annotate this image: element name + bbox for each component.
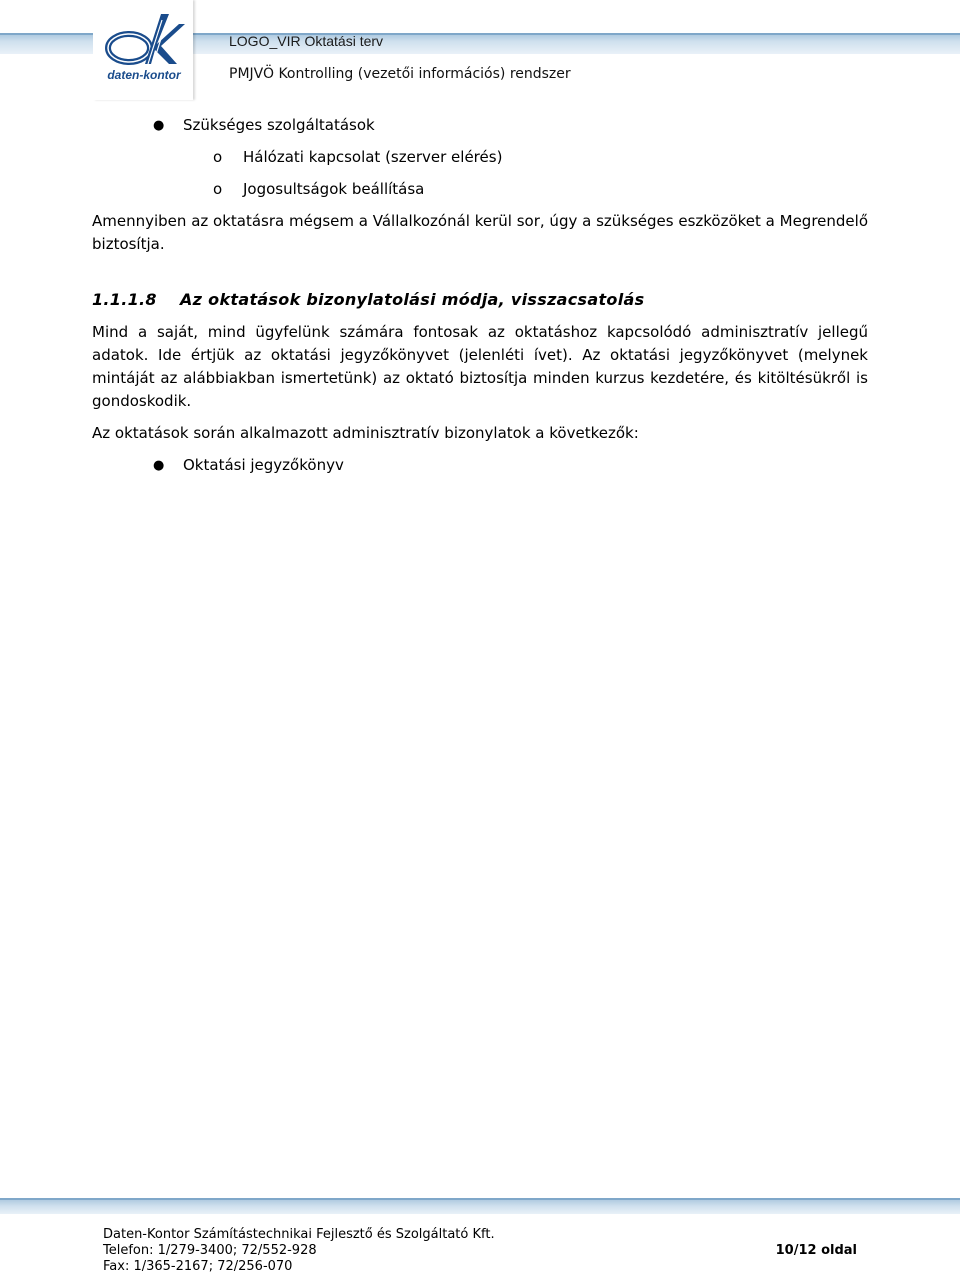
document-subtitle: PMJVÖ Kontrolling (vezetői információs) rendszer <box>229 66 571 82</box>
footer-phone: Telefon: 1/279-3400; 72/552-928 <box>103 1243 317 1258</box>
footer-fax: Fax: 1/365-2167; 72/256-070 <box>103 1259 293 1274</box>
paragraph: Amennyiben az oktatásra mégsem a Vállalkozónál kerül sor, úgy a szükséges eszközöket a Megrendelő biztosítja. <box>92 212 868 253</box>
section-heading <box>92 290 644 309</box>
list-item: Oktatási jegyzőkönyv <box>183 456 344 474</box>
sub-list-item: Hálózati kapcsolat (szerver elérés) <box>243 148 503 166</box>
section-number: 1.1.1.8 <box>92 290 157 309</box>
page-number: 10/12 oldal <box>775 1243 857 1258</box>
list-item: Szükséges szolgáltatások <box>183 116 375 134</box>
logo-text: daten-kontor <box>107 68 181 82</box>
footer-rule <box>0 1198 960 1200</box>
paragraph: Az oktatások során alkalmazott adminisztratív bizonylatok a következők: <box>92 424 639 442</box>
document-title: LOGO_VIR Oktatási terv <box>229 33 384 49</box>
sub-list-item: Jogosultságok beállítása <box>243 180 425 198</box>
paragraph: Mind a saját, mind ügyfelünk számára fontosak az oktatáshoz kapcsolódó adminisztratív jellegű adatok. Ide értjük az oktatási jegyzőkönyvet (jelenléti ívet). Az oktatási jegyzőkönyvet (melynek mintáját az alábbiakban ismertetünk) az oktató biztosítja minden kurzus kezdetére, és kitöltésükről is gondoskodik. <box>92 323 868 410</box>
footer-company: Daten-Kontor Számítástechnikai Fejlesztő és Szolgáltató Kft. <box>103 1227 495 1242</box>
bullet-icon: ● <box>153 118 165 133</box>
logo-mark-icon <box>101 10 185 70</box>
company-logo <box>93 0 193 100</box>
footer-band <box>0 1198 960 1214</box>
bullet-icon: ● <box>153 458 165 473</box>
sub-bullet-icon: o <box>213 148 223 166</box>
sub-bullet-icon: o <box>213 180 223 198</box>
section-title: Az oktatások bizonylatolási módja, visszacsatolás <box>180 290 645 309</box>
